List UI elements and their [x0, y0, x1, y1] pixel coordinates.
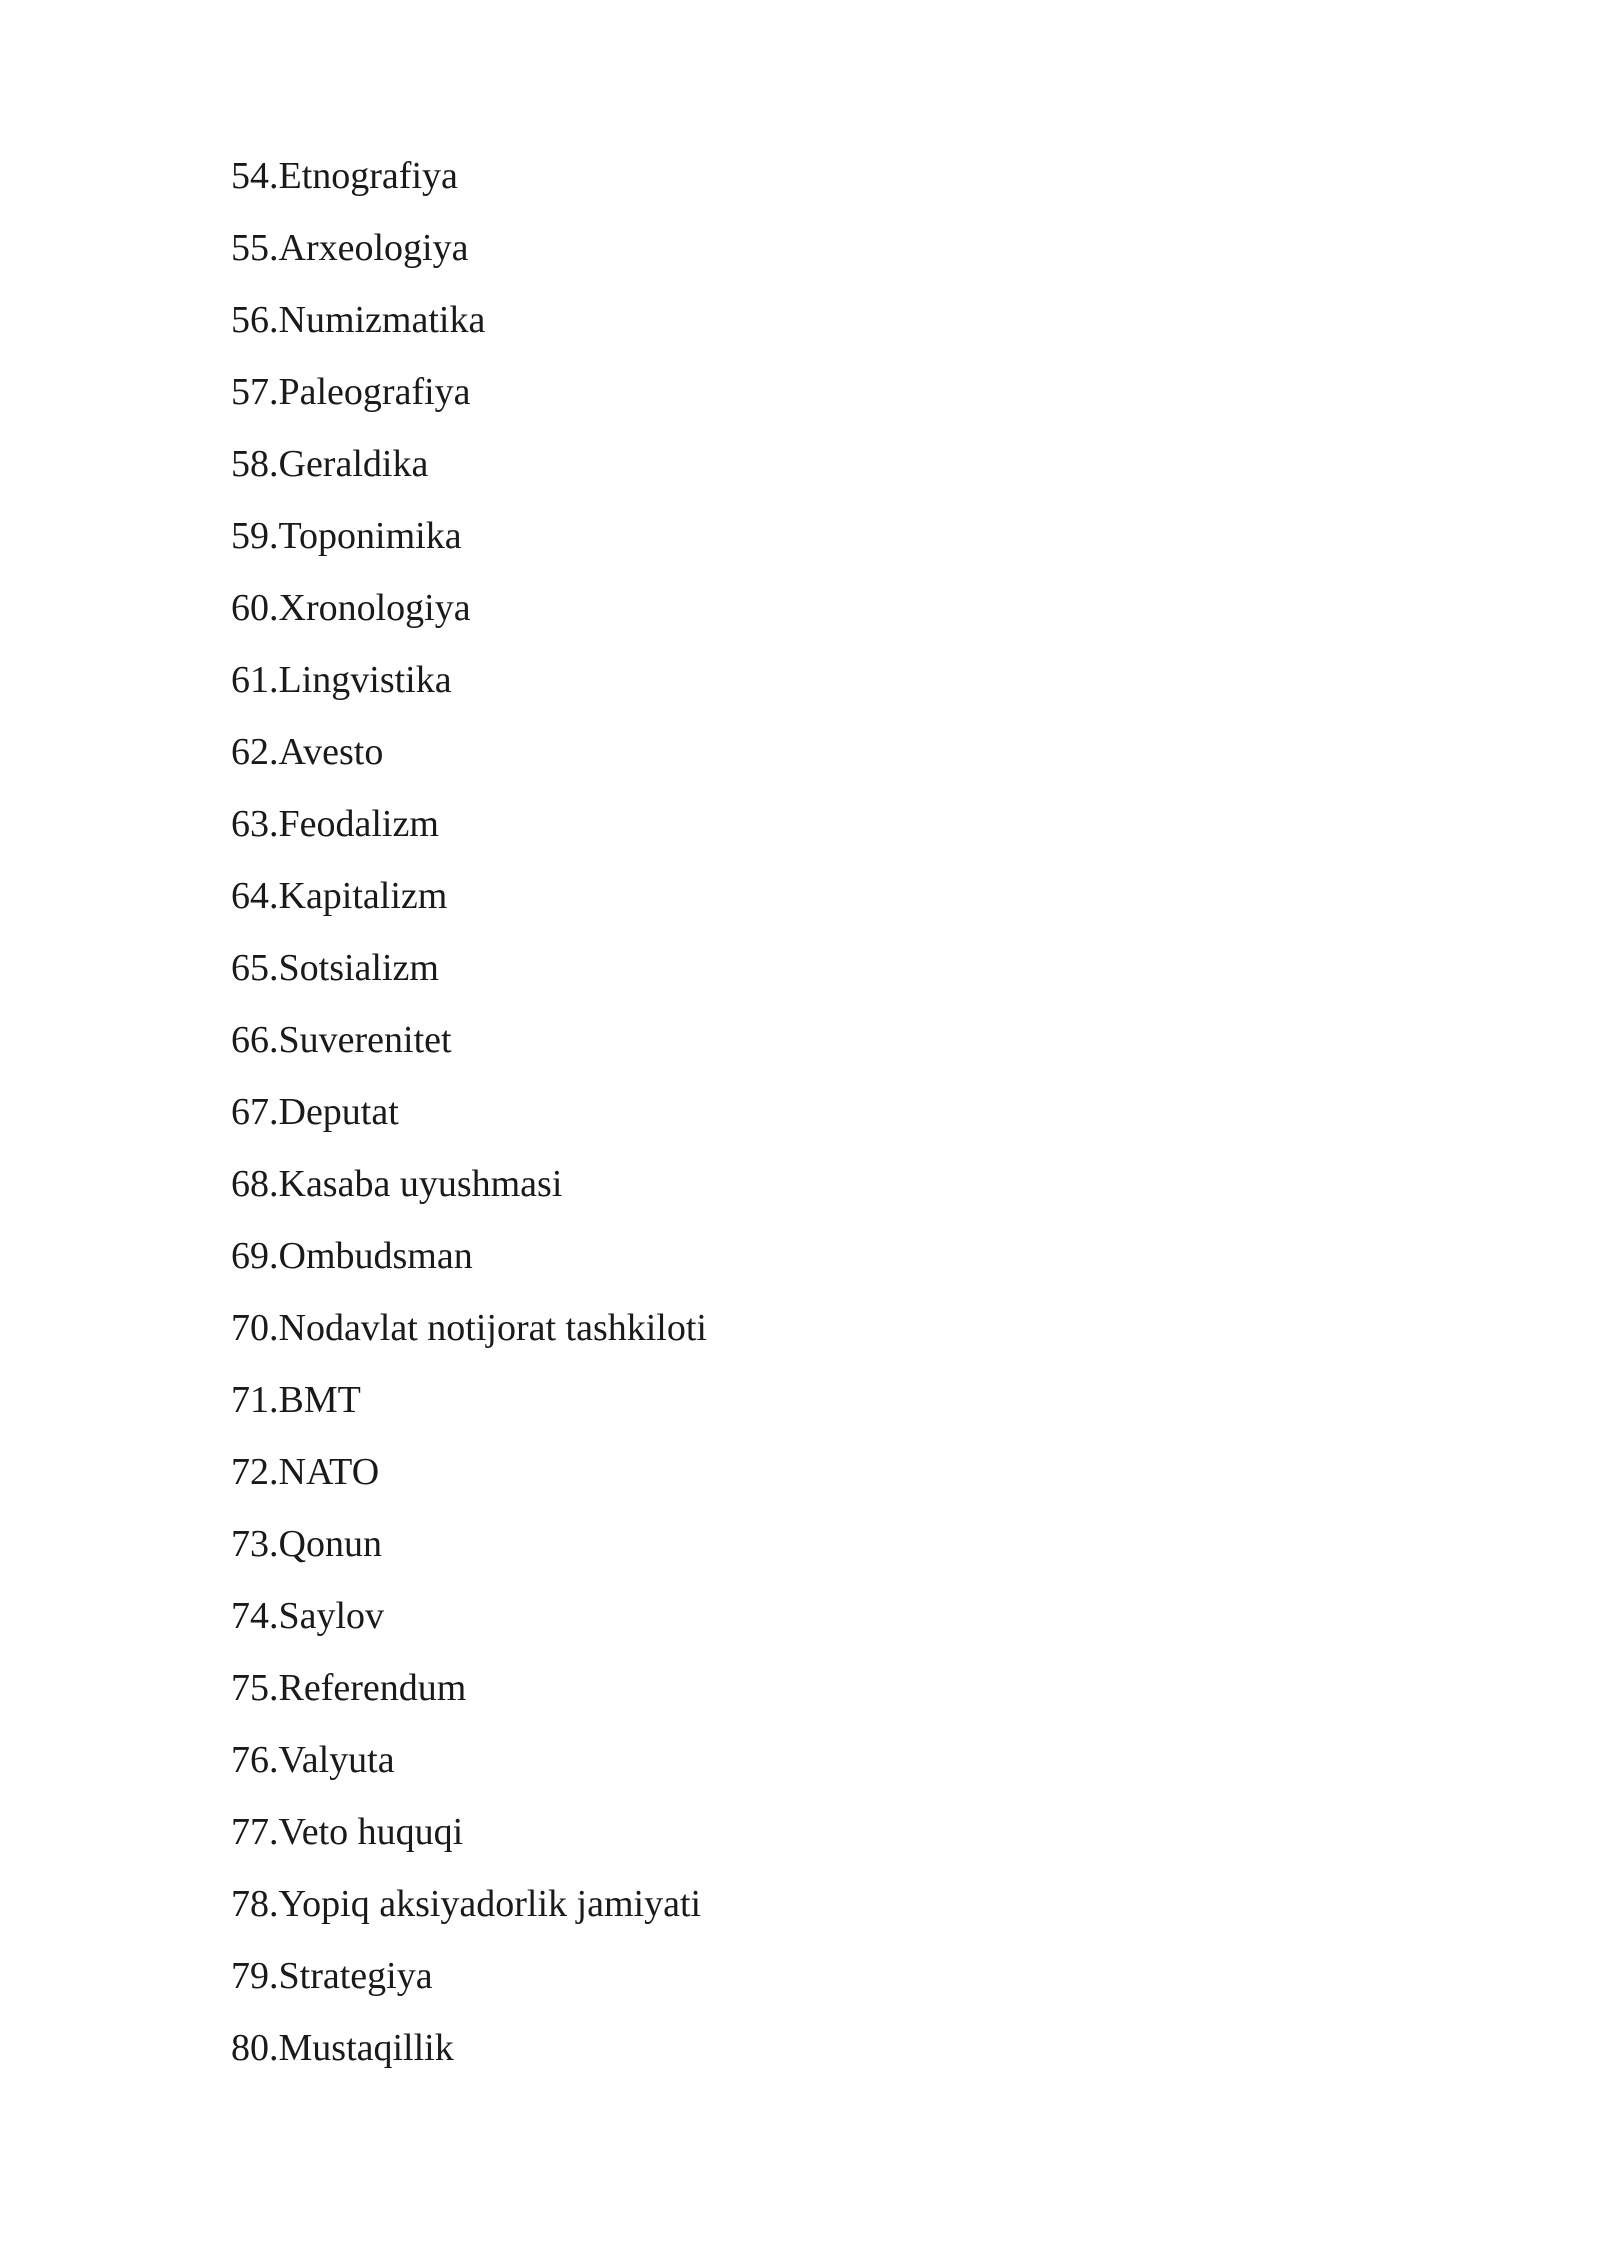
- list-item: 71.BMT: [231, 1379, 361, 1421]
- list-item: 74.Saylov: [231, 1595, 385, 1637]
- list-item: 76.Valyuta: [231, 1739, 395, 1781]
- list-item: 77.Veto huquqi: [231, 1811, 464, 1853]
- list-item: 79.Strategiya: [231, 1955, 433, 1997]
- list-item: 58.Geraldika: [231, 443, 429, 485]
- list-item: 67.Deputat: [231, 1091, 399, 1133]
- list-item: 59.Toponimika: [231, 515, 462, 557]
- list-item: 63.Feodalizm: [231, 803, 439, 845]
- list-item: 60.Xronologiya: [231, 587, 471, 629]
- list-item: 68.Kasaba uyushmasi: [231, 1163, 563, 1205]
- list-item: 73.Qonun: [231, 1523, 382, 1565]
- list-item: 56.Numizmatika: [231, 299, 486, 341]
- term-list: [231, 148, 707, 2092]
- list-item: 62.Avesto: [231, 731, 384, 773]
- list-item: 66.Suverenitet: [231, 1019, 452, 1061]
- list-item: 69.Ombudsman: [231, 1235, 473, 1277]
- list-item: 57.Paleografiya: [231, 371, 471, 413]
- list-item: 64.Kapitalizm: [231, 875, 448, 917]
- list-item: 75.Referendum: [231, 1667, 467, 1709]
- list-item: 72.NATO: [231, 1451, 380, 1493]
- list-item: 65.Sotsializm: [231, 947, 439, 989]
- list-item: 61.Lingvistika: [231, 659, 452, 701]
- list-item: 70.Nodavlat notijorat tashkiloti: [231, 1307, 707, 1349]
- list-item: 78.Yopiq aksiyadorlik jamiyati: [231, 1883, 702, 1925]
- list-item: 55.Arxeologiya: [231, 227, 469, 269]
- list-item: 54.Etnografiya: [231, 155, 458, 197]
- list-item: 80.Mustaqillik: [231, 2027, 454, 2069]
